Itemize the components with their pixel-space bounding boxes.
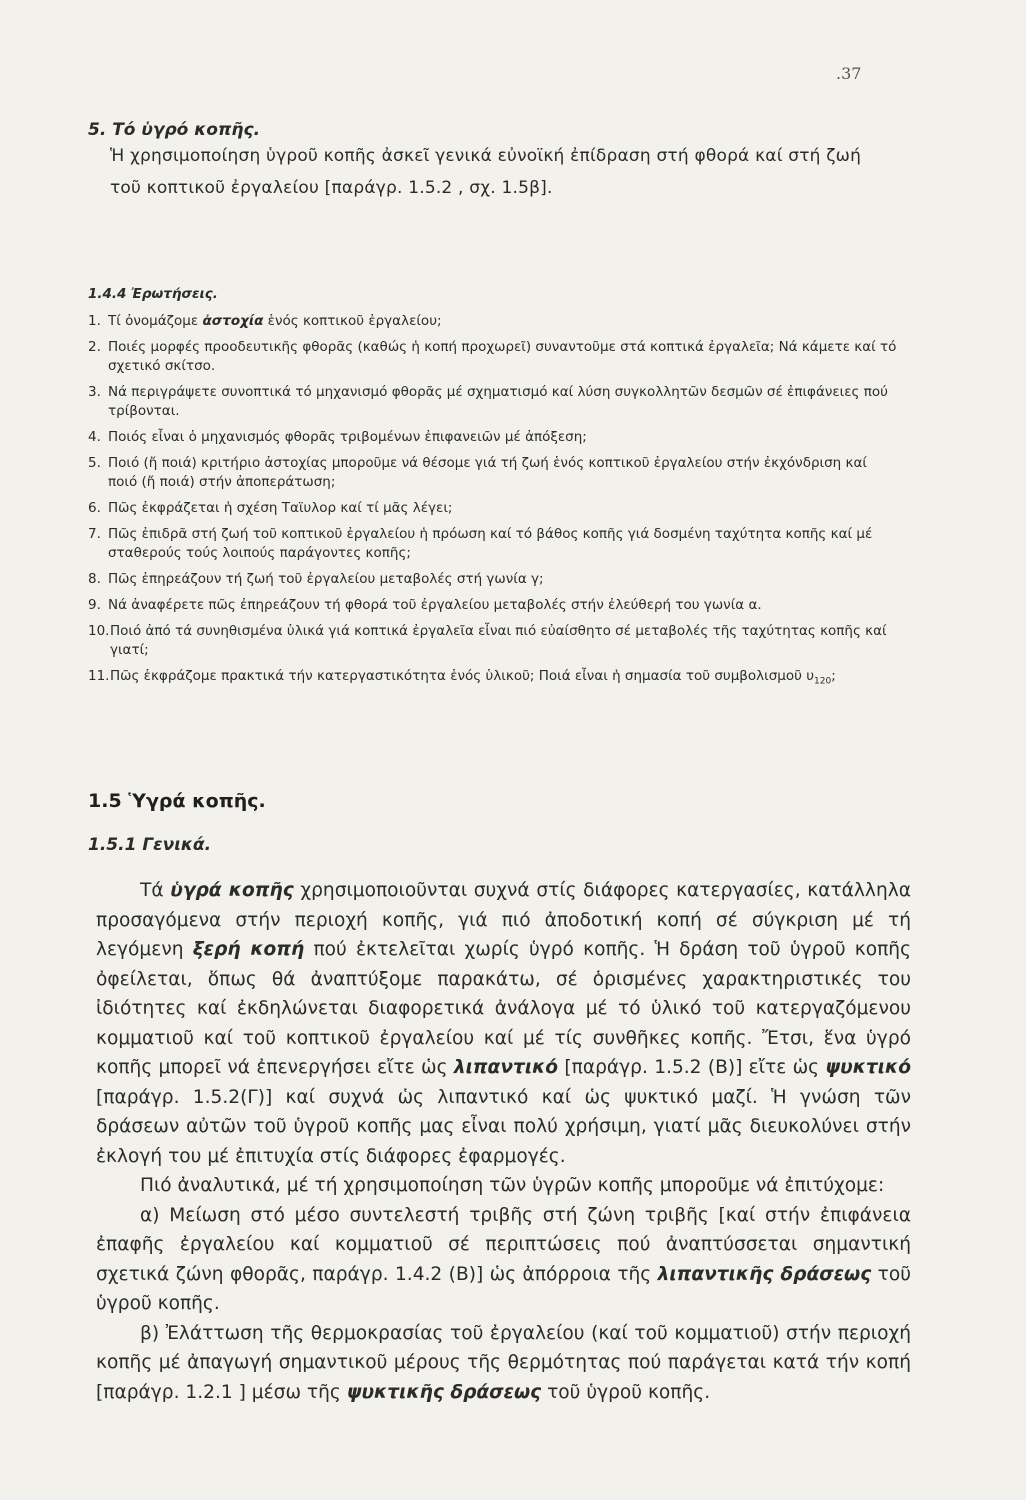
- text-run: πού ἐκτελεῖται χωρίς ὑγρό κοπῆς. Ἡ δράση τοῦ ὑγροῦ κοπῆς ὀφείλεται, ὅπως θά ἀναπτύξομε παρακάτω, σέ ὁρισμένες χαρακτηριστικές του ἰδιότητες καί ἐκδηλώνεται διαφορετικά ἀνάλογα μέ τό ὑλικό τοῦ κατεργαζόμενου κομματιοῦ καί τοῦ κοπτικοῦ ἐργαλείου καί μέ τίς συνθῆκες κοπῆς. Ἔτσι, ἕνα ὑγρό κοπῆς μπορεῖ νά ἐπενεργήσει εἴτε ὡς: [96, 939, 911, 1078]
- term-astochia: ἀστοχία: [202, 313, 264, 329]
- term-psyktikis-draseos: ψυκτικῆς δράσεως: [346, 1381, 542, 1403]
- body-paragraph-2: Πιό ἀναλυτικά, μέ τή χρησιμοποίηση τῶν ὑγρῶν κοπῆς μποροῦμε νά ἐπιτύχομε:: [140, 1175, 885, 1196]
- section-1-5-1-heading: 1.5.1 Γενικά.: [88, 835, 212, 855]
- question-text: Πῶς ἐπιδρᾶ στή ζωή τοῦ κοπτικοῦ ἐργαλείου ἡ πρόωση καί τό βάθος κοπῆς γιά δοσμένη ταχύτητα κοπῆς καί μέ σταθερούς τούς λοιπούς παράγοντες κοπῆς;: [108, 526, 873, 561]
- text-run: β) Ἐλάττωση τῆς θερμοκρασίας τοῦ ἐργαλείου (καί τοῦ κομματιοῦ) στήν περιοχή κοπῆς μέ ἀπαγωγή σημαντικοῦ μέρους τῆς θερμότητας πού παράγεται κατά τήν κοπή [παράγρ. 1.2.1 ] μέσω τῆς: [96, 1322, 911, 1403]
- question-item: [88, 338, 898, 376]
- text-run: [παράγρ. 1.5.2 (Β)] εἴτε ὡς: [558, 1057, 826, 1078]
- section-5-paragraph: Ἡ χρησιμοποίηση ὑγροῦ κοπῆς ἀσκεῖ γενικά εὐνοϊκή ἐπίδραση στή φθορά καί στή ζωή τοῦ κοπτικοῦ ἐργαλείου [παράγρ. 1.5.2 , σχ. 1.5β].: [110, 146, 862, 198]
- text-run: [παράγρ. 1.5.2(Γ)] καί συχνά ὡς λιπαντικό καί ὡς ψυκτικό μαζί. Ἡ γνώση τῶν δράσεων αὐτῶν τοῦ ὑγροῦ κοπῆς μας εἶναι πολύ χρήσιμη, γιατί μᾶς διευκολύνει στήν ἐκλογή του μέ ἐπιτυχία στίς διάφορες ἐφαρμογές.: [96, 1086, 911, 1167]
- question-number: 6.: [88, 500, 101, 516]
- question-item: [88, 428, 898, 447]
- question-number: 7.: [88, 526, 101, 542]
- question-item: [88, 622, 898, 660]
- question-item: [88, 570, 898, 589]
- question-number: 4.: [88, 429, 101, 445]
- question-item: [88, 383, 898, 421]
- question-number: 2.: [88, 339, 101, 355]
- term-xeri-kopi: ξερή κοπή: [192, 939, 305, 960]
- section-5-heading: 5. Τό ὑγρό κοπῆς.: [88, 120, 261, 140]
- question-number: 11.: [88, 668, 110, 684]
- question-text-end: ;: [831, 668, 836, 684]
- term-ygra-kopis: ὑγρά κοπῆς: [170, 880, 294, 901]
- question-text-end: ἑνός κοπτικοῦ ἐργαλείου;: [263, 313, 442, 329]
- question-text: Ποιό (ἤ ποιά) κριτήριο ἀστοχίας μποροῦμε νά θέσομε γιά τή ζωή ἑνός κοπτικοῦ ἐργαλείου στήν ἐκχόνδριση καί ποιό (ἤ ποιά) στήν ἀποπεράτωση;: [108, 455, 867, 490]
- questions-list: [88, 312, 898, 699]
- question-text: Νά περιγράψετε συνοπτικά τό μηχανισμό φθορᾶς μέ σχηματισμό καί λύση συγκολλητῶν δεσμῶν σέ ἐπιφάνειες πού τρίβονται.: [108, 384, 888, 419]
- question-number: 10.: [88, 623, 110, 639]
- question-text: Πῶς ἐκφράζεται ἡ σχέση Ταϊυλορ καί τί μᾶς λέγει;: [108, 500, 453, 516]
- question-item: [88, 525, 898, 563]
- text-run: χρησιμοποιοῦνται συχνά στίς διάφορες κατεργασίες, κατάλληλα προσαγόμενα στήν περιοχή κοπῆς, γιά πιό ἀποδοτική κοπή σέ σύγκριση μέ τή λεγόμενη: [96, 880, 911, 960]
- text-run: Τά: [140, 880, 171, 901]
- question-item: [88, 499, 898, 518]
- question-item: [88, 596, 898, 615]
- section-1-5-heading: 1.5 Ὑγρά κοπῆς.: [88, 790, 266, 812]
- body-item-a: [96, 1201, 911, 1319]
- question-item: [88, 454, 898, 492]
- question-text: Πῶς ἐπηρεάζουν τή ζωή τοῦ ἐργαλείου μεταβολές στή γωνία γ;: [108, 571, 544, 587]
- question-text: Ποιό ἀπό τά συνηθισμένα ὑλικά γιά κοπτικά ἐργαλεῖα εἶναι πιό εὐαίσθητο σέ μεταβολές τῆς ταχύτητας κοπῆς καί γιατί;: [110, 623, 887, 658]
- question-text: Πῶς ἐκφράζομε πρακτικά τήν κατεργαστικότητα ἑνός ὑλικοῦ; Ποιά εἶναι ἡ σημασία τοῦ συμβολισμοῦ υ: [110, 668, 815, 684]
- question-number: 5.: [88, 455, 101, 471]
- text-run: τοῦ ὑγροῦ κοπῆς.: [541, 1381, 711, 1403]
- subscript-120: 120: [814, 676, 832, 687]
- section-1-5-1-body: [96, 850, 911, 1407]
- term-psyktiko: ψυκτικό: [825, 1057, 911, 1078]
- question-item: [88, 667, 898, 692]
- question-number: 8.: [88, 571, 101, 587]
- text-run: α) Μείωση στό μέσο συντελεστή τριβῆς στή ζώνη τριβῆς [καί στήν ἐπιφάνεια ἐπαφῆς ἐργαλείου καί κομματιοῦ σέ περιπτώσεις πού ἀναπτύσσεται σημαντική σχετικά ζώνη φθορᾶς, παράγρ. 1.4.2 (Β)] ὡς ἀπόρροια τῆς: [96, 1204, 911, 1285]
- text-run: τοῦ ὑγροῦ κοπῆς.: [96, 1263, 912, 1314]
- body-paragraph-1: [96, 876, 911, 1171]
- question-text: Ποιές μορφές προοδευτικῆς φθορᾶς (καθώς ἡ κοπή προχωρεῖ) συναντοῦμε στά κοπτικά ἐργαλεῖα; Νά κάμετε καί τό σχετικό σκίτσο.: [108, 339, 897, 374]
- question-item: [88, 312, 898, 331]
- question-number: 3.: [88, 384, 101, 400]
- term-lipantiko: λιπαντικό: [453, 1057, 559, 1078]
- term-lipantikis-draseos: λιπαντικῆς δράσεως: [657, 1263, 872, 1285]
- question-number: 1.: [88, 313, 101, 329]
- body-item-b: [96, 1319, 911, 1408]
- question-number: 9.: [88, 597, 101, 613]
- question-text: Τί ὀνομάζομε: [108, 313, 203, 329]
- questions-heading: 1.4.4 Ἐρωτήσεις.: [88, 286, 218, 302]
- page-number: .37: [836, 64, 862, 83]
- question-text: Ποιός εἶναι ὁ μηχανισμός φθορᾶς τριβομένων ἐπιφανειῶν μέ ἀπόξεση;: [108, 429, 587, 445]
- question-text: Νά ἀναφέρετε πῶς ἐπηρεάζουν τή φθορά τοῦ ἐργαλείου μεταβολές στήν ἐλεύθερή του γωνία α.: [108, 597, 762, 613]
